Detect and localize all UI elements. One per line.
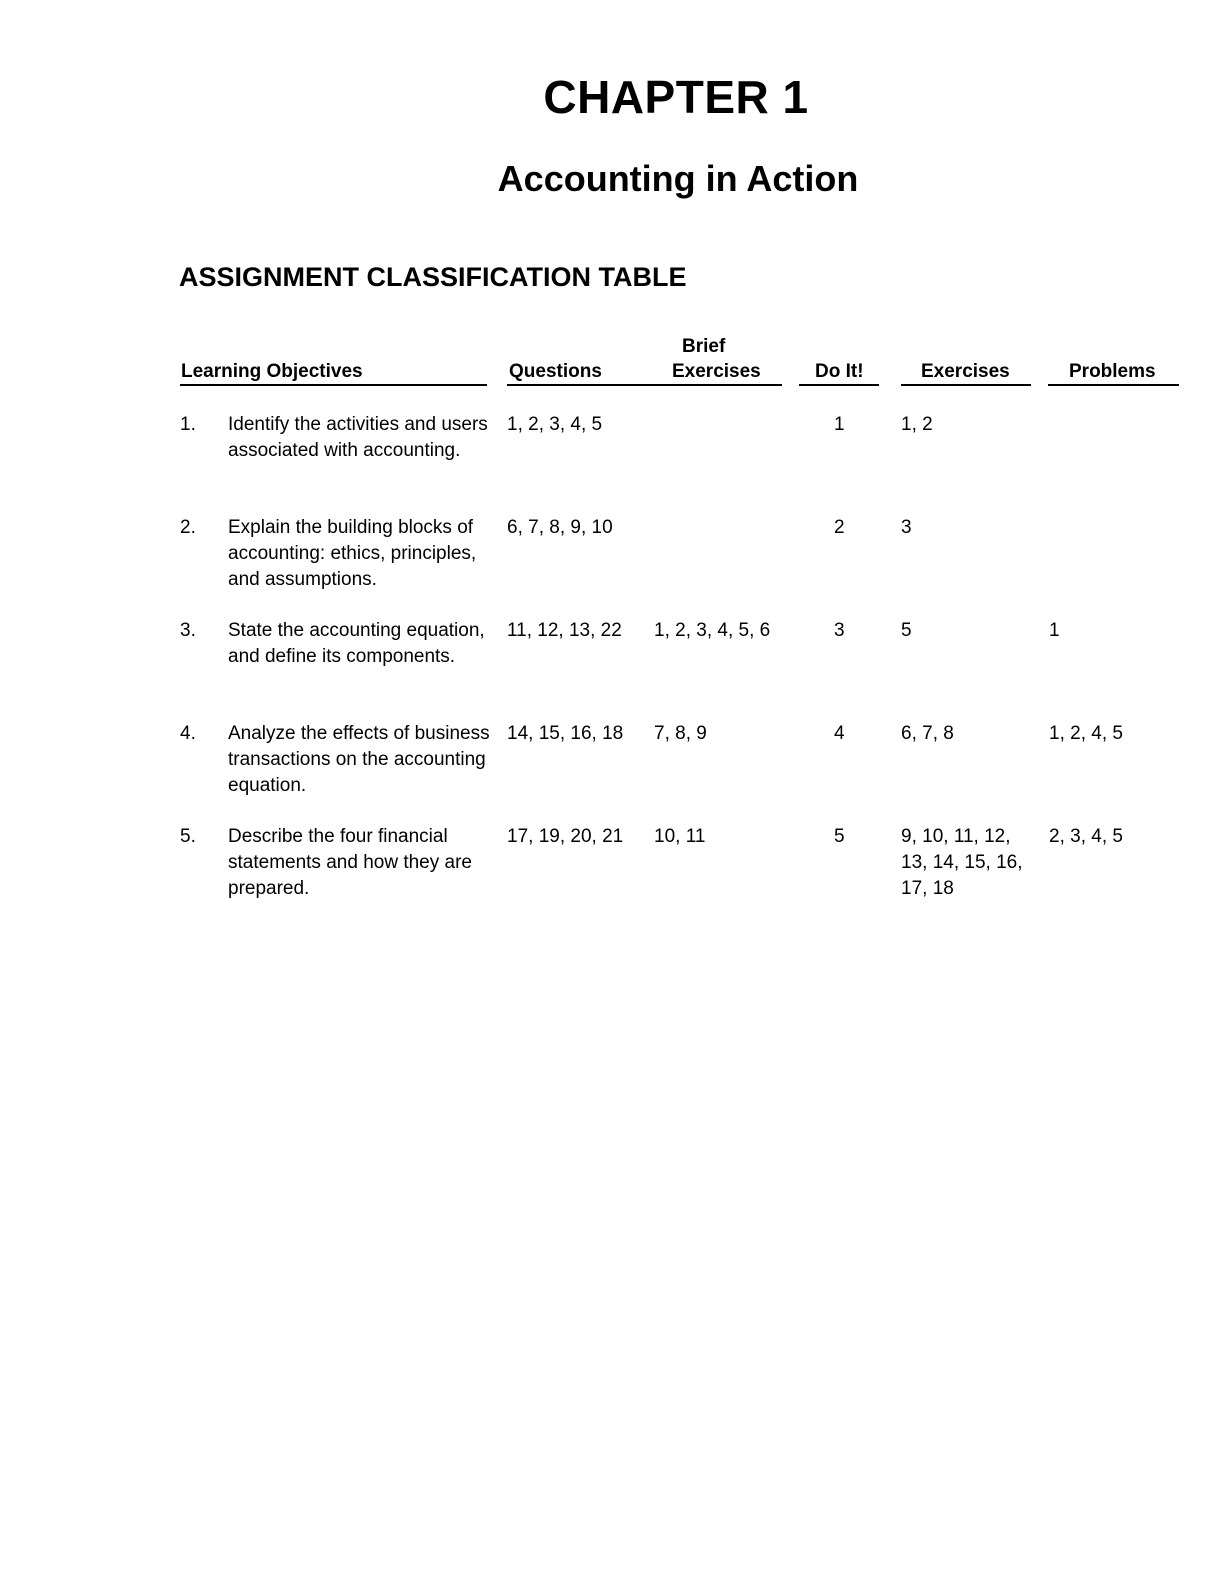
objective-number: 4. [180,723,196,744]
objective-number: 3. [180,620,196,641]
brief-exercises-cell: 10, 11 [654,826,706,847]
objective-text: Identify the activities and users associated with accounting. [228,414,488,461]
header-questions: Questions [509,361,602,382]
objective-number: 1. [180,414,196,435]
objective-number: 5. [180,826,196,847]
do-it-cell: 2 [834,517,845,538]
questions-cell: 11, 12, 13, 22 [507,620,622,641]
objective-text: Describe the four financial statements and how they are prepared. [228,826,472,899]
brief-exercises-cell: 1, 2, 3, 4, 5, 6 [654,620,771,641]
objective-number: 2. [180,517,196,538]
questions-cell: 14, 15, 16, 18 [507,723,624,744]
brief-exercises-cell: 7, 8, 9 [654,723,707,744]
questions-cell: 6, 7, 8, 9, 10 [507,517,613,538]
do-it-cell: 1 [834,414,845,435]
exercises-cell: 9, 10, 11, 12, 13, 14, 15, 16, 17, 18 [901,826,1023,899]
do-it-cell: 4 [834,723,845,744]
objective-text: Analyze the effects of business transactions on the accounting equation. [228,723,490,796]
header-brief-line1: Brief [682,336,726,357]
problems-cell: 1 [1049,620,1060,641]
exercises-cell: 1, 2 [901,414,933,435]
header-underline [799,384,879,386]
exercises-cell: 5 [901,620,912,641]
do-it-cell: 5 [834,826,845,847]
chapter-subtitle: Accounting in Action [497,158,859,199]
header-exercises: Exercises [921,361,1010,382]
objective-text: Explain the building blocks of accounting: ethics, principles, and assumptions. [228,517,477,590]
chapter-title: CHAPTER 1 [543,71,809,123]
questions-cell: 1, 2, 3, 4, 5 [507,414,603,435]
problems-cell: 2, 3, 4, 5 [1049,826,1123,847]
header-underline [1048,384,1179,386]
header-underline [507,384,782,386]
header-brief-line2: Exercises [672,361,761,382]
header-problems: Problems [1069,361,1156,382]
do-it-cell: 3 [834,620,845,641]
exercises-cell: 6, 7, 8 [901,723,954,744]
exercises-cell: 3 [901,517,912,538]
header-underline [901,384,1031,386]
header-underline [180,384,487,386]
header-learning-objectives: Learning Objectives [181,361,363,382]
questions-cell: 17, 19, 20, 21 [507,826,624,847]
header-do-it: Do It! [815,361,864,382]
objective-text: State the accounting equation, and define its components. [228,620,485,667]
section-title: ASSIGNMENT CLASSIFICATION TABLE [179,262,687,292]
problems-cell: 1, 2, 4, 5 [1049,723,1123,744]
